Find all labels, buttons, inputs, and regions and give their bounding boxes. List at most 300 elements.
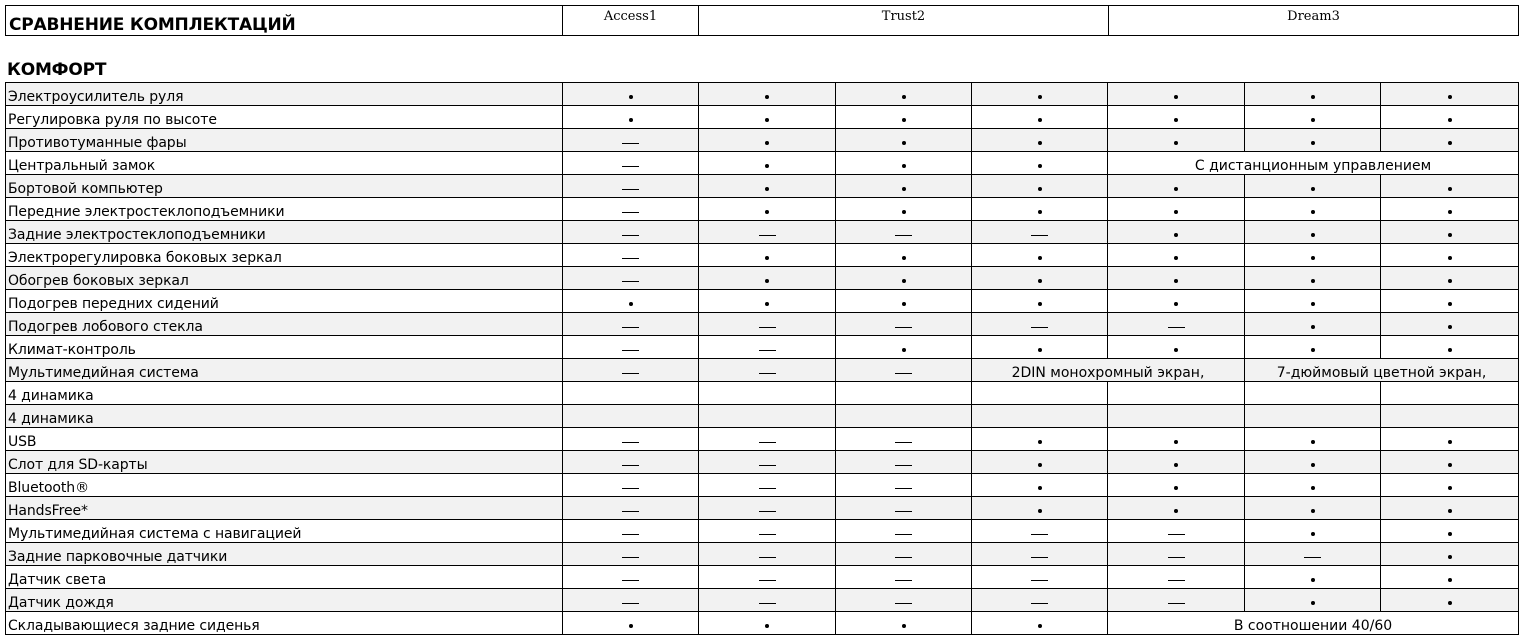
table-row bbox=[6, 221, 1519, 244]
feature-value-cell bbox=[972, 405, 1108, 428]
feature-label: Подогрев передних сидений bbox=[6, 290, 563, 313]
included-dot-icon bbox=[1038, 118, 1042, 122]
table-row bbox=[6, 198, 1519, 221]
feature-value-cell bbox=[563, 313, 699, 336]
feature-value-cell bbox=[1381, 566, 1519, 589]
feature-value-cell bbox=[836, 474, 972, 497]
feature-value-cell bbox=[563, 497, 699, 520]
not-available-dash-icon bbox=[895, 465, 912, 466]
feature-value-cell bbox=[699, 497, 836, 520]
feature-value-cell bbox=[836, 405, 972, 428]
feature-value-cell bbox=[699, 313, 836, 336]
header-row bbox=[6, 6, 1519, 36]
feature-value-cell bbox=[836, 244, 972, 267]
included-dot-icon bbox=[902, 164, 906, 168]
included-dot-icon bbox=[1448, 279, 1452, 283]
package-dream-header: Dream3 bbox=[1109, 6, 1519, 36]
feature-value-cell bbox=[563, 244, 699, 267]
table-row bbox=[6, 520, 1519, 543]
feature-value-cell bbox=[699, 152, 836, 175]
feature-value-cell bbox=[1245, 474, 1381, 497]
included-dot-icon bbox=[1038, 95, 1042, 99]
feature-value-cell bbox=[563, 221, 699, 244]
included-dot-icon bbox=[1311, 302, 1315, 306]
included-dot-icon bbox=[1448, 118, 1452, 122]
feature-value-text: С дистанционным управлением bbox=[1108, 152, 1519, 175]
included-dot-icon bbox=[1174, 187, 1178, 191]
feature-value-cell bbox=[563, 267, 699, 290]
not-available-dash-icon bbox=[1168, 534, 1185, 535]
feature-value-cell bbox=[563, 382, 699, 405]
feature-value-cell bbox=[563, 612, 699, 635]
included-dot-icon bbox=[1311, 233, 1315, 237]
feature-value-cell bbox=[699, 336, 836, 359]
feature-value-cell bbox=[1381, 405, 1519, 428]
included-dot-icon bbox=[1311, 256, 1315, 260]
feature-value-cell bbox=[836, 152, 972, 175]
not-available-dash-icon bbox=[622, 281, 639, 282]
not-available-dash-icon bbox=[622, 350, 639, 351]
feature-value-cell bbox=[972, 428, 1108, 451]
included-dot-icon bbox=[1448, 210, 1452, 214]
feature-value-cell bbox=[836, 428, 972, 451]
included-dot-icon bbox=[629, 118, 633, 122]
feature-value-cell bbox=[699, 290, 836, 313]
included-dot-icon bbox=[1448, 509, 1452, 513]
feature-value-cell bbox=[699, 474, 836, 497]
feature-value-cell bbox=[836, 543, 972, 566]
feature-value-cell bbox=[1381, 221, 1519, 244]
feature-value-cell bbox=[1381, 244, 1519, 267]
feature-label: Складывающиеся задние сиденья bbox=[6, 612, 563, 635]
feature-value-cell bbox=[836, 359, 972, 382]
feature-value-text: В соотношении 40/60 bbox=[1108, 612, 1519, 635]
feature-value-cell bbox=[972, 152, 1108, 175]
included-dot-icon bbox=[1038, 440, 1042, 444]
feature-value-cell bbox=[972, 221, 1108, 244]
package-access-header: Access1 bbox=[563, 6, 699, 36]
feature-value-cell bbox=[1245, 175, 1381, 198]
table-row bbox=[6, 129, 1519, 152]
included-dot-icon bbox=[1448, 440, 1452, 444]
not-available-dash-icon bbox=[1168, 557, 1185, 558]
included-dot-icon bbox=[1038, 463, 1042, 467]
feature-value-cell bbox=[972, 589, 1108, 612]
feature-value-cell bbox=[699, 405, 836, 428]
feature-value-cell bbox=[972, 543, 1108, 566]
included-dot-icon bbox=[1311, 348, 1315, 352]
feature-label: Датчик света bbox=[6, 566, 563, 589]
included-dot-icon bbox=[1038, 486, 1042, 490]
feature-label: Электрорегулировка боковых зеркал bbox=[6, 244, 563, 267]
feature-label: Задние электростеклоподъемники bbox=[6, 221, 563, 244]
feature-label: Подогрев лобового стекла bbox=[6, 313, 563, 336]
comparison-table bbox=[5, 82, 1519, 635]
included-dot-icon bbox=[1174, 440, 1178, 444]
feature-value-cell bbox=[836, 451, 972, 474]
feature-label: 4 динамика bbox=[6, 382, 563, 405]
included-dot-icon bbox=[1311, 118, 1315, 122]
feature-label: Bluetooth® bbox=[6, 474, 563, 497]
included-dot-icon bbox=[1448, 348, 1452, 352]
not-available-dash-icon bbox=[1031, 557, 1048, 558]
included-dot-icon bbox=[1038, 302, 1042, 306]
feature-value-cell bbox=[1381, 290, 1519, 313]
included-dot-icon bbox=[1448, 187, 1452, 191]
not-available-dash-icon bbox=[895, 488, 912, 489]
feature-value-cell bbox=[836, 221, 972, 244]
feature-value-cell bbox=[1245, 313, 1381, 336]
feature-value-cell bbox=[1108, 290, 1245, 313]
not-available-dash-icon bbox=[622, 465, 639, 466]
table-row bbox=[6, 267, 1519, 290]
feature-value-cell bbox=[836, 267, 972, 290]
included-dot-icon bbox=[765, 256, 769, 260]
feature-value-cell bbox=[699, 451, 836, 474]
feature-value-cell bbox=[972, 83, 1108, 106]
included-dot-icon bbox=[765, 164, 769, 168]
not-available-dash-icon bbox=[895, 557, 912, 558]
feature-value-cell bbox=[836, 382, 972, 405]
included-dot-icon bbox=[765, 210, 769, 214]
included-dot-icon bbox=[765, 279, 769, 283]
not-available-dash-icon bbox=[759, 557, 776, 558]
feature-value-cell bbox=[1245, 428, 1381, 451]
feature-value-cell bbox=[1108, 106, 1245, 129]
included-dot-icon bbox=[1311, 325, 1315, 329]
not-available-dash-icon bbox=[1168, 580, 1185, 581]
feature-label: Датчик дождя bbox=[6, 589, 563, 612]
included-dot-icon bbox=[902, 256, 906, 260]
feature-value-cell bbox=[1381, 589, 1519, 612]
feature-value-cell bbox=[972, 497, 1108, 520]
included-dot-icon bbox=[1448, 463, 1452, 467]
included-dot-icon bbox=[765, 624, 769, 628]
not-available-dash-icon bbox=[622, 603, 639, 604]
feature-value-cell bbox=[836, 589, 972, 612]
feature-value-cell bbox=[1245, 497, 1381, 520]
feature-value-cell bbox=[1108, 267, 1245, 290]
included-dot-icon bbox=[902, 187, 906, 191]
included-dot-icon bbox=[629, 624, 633, 628]
feature-value-cell bbox=[1245, 405, 1381, 428]
included-dot-icon bbox=[1038, 509, 1042, 513]
feature-value-cell bbox=[699, 589, 836, 612]
feature-value-cell bbox=[563, 129, 699, 152]
not-available-dash-icon bbox=[759, 580, 776, 581]
feature-label: Задние парковочные датчики bbox=[6, 543, 563, 566]
not-available-dash-icon bbox=[759, 350, 776, 351]
feature-value-cell bbox=[1108, 520, 1245, 543]
table-row bbox=[6, 497, 1519, 520]
included-dot-icon bbox=[1174, 463, 1178, 467]
feature-label: HandsFree* bbox=[6, 497, 563, 520]
feature-label: Климат-контроль bbox=[6, 336, 563, 359]
feature-label: Обогрев боковых зеркал bbox=[6, 267, 563, 290]
feature-value-cell bbox=[1381, 267, 1519, 290]
feature-value-cell bbox=[699, 520, 836, 543]
included-dot-icon bbox=[1311, 463, 1315, 467]
included-dot-icon bbox=[1448, 256, 1452, 260]
feature-value-cell bbox=[1245, 221, 1381, 244]
feature-value-cell bbox=[699, 359, 836, 382]
feature-value-cell bbox=[699, 244, 836, 267]
included-dot-icon bbox=[1448, 233, 1452, 237]
included-dot-icon bbox=[1038, 164, 1042, 168]
feature-value-cell bbox=[1381, 428, 1519, 451]
included-dot-icon bbox=[1038, 624, 1042, 628]
not-available-dash-icon bbox=[1031, 235, 1048, 236]
table-row bbox=[6, 290, 1519, 313]
feature-label: Электроусилитель руля bbox=[6, 83, 563, 106]
feature-value-cell bbox=[1108, 451, 1245, 474]
included-dot-icon bbox=[1174, 302, 1178, 306]
feature-value-cell bbox=[699, 175, 836, 198]
not-available-dash-icon bbox=[1031, 603, 1048, 604]
included-dot-icon bbox=[902, 348, 906, 352]
feature-value-cell bbox=[1381, 336, 1519, 359]
not-available-dash-icon bbox=[895, 534, 912, 535]
not-available-dash-icon bbox=[1031, 534, 1048, 535]
included-dot-icon bbox=[765, 141, 769, 145]
feature-value-cell bbox=[699, 198, 836, 221]
feature-label: Мультимедийная система bbox=[6, 359, 563, 382]
feature-value-cell bbox=[1381, 129, 1519, 152]
included-dot-icon bbox=[1174, 233, 1178, 237]
feature-value-cell bbox=[563, 290, 699, 313]
feature-value-cell bbox=[563, 474, 699, 497]
included-dot-icon bbox=[1174, 210, 1178, 214]
feature-value-cell bbox=[972, 106, 1108, 129]
feature-value-cell bbox=[699, 267, 836, 290]
document-title: СРАВНЕНИЕ КОМПЛЕКТАЦИЙ bbox=[6, 6, 563, 36]
feature-value-cell bbox=[972, 474, 1108, 497]
included-dot-icon bbox=[1174, 256, 1178, 260]
feature-value-cell bbox=[836, 566, 972, 589]
table-row bbox=[6, 474, 1519, 497]
not-available-dash-icon bbox=[622, 557, 639, 558]
feature-value-cell bbox=[972, 267, 1108, 290]
included-dot-icon bbox=[1038, 256, 1042, 260]
not-available-dash-icon bbox=[759, 442, 776, 443]
feature-value-cell bbox=[1108, 497, 1245, 520]
feature-label: Мультимедийная система с навигацией bbox=[6, 520, 563, 543]
feature-value-cell bbox=[563, 336, 699, 359]
feature-value-cell bbox=[563, 198, 699, 221]
included-dot-icon bbox=[902, 141, 906, 145]
not-available-dash-icon bbox=[895, 442, 912, 443]
included-dot-icon bbox=[1311, 440, 1315, 444]
feature-value-cell bbox=[1108, 566, 1245, 589]
feature-value-cell bbox=[972, 566, 1108, 589]
feature-value-cell bbox=[1381, 106, 1519, 129]
included-dot-icon bbox=[1174, 509, 1178, 513]
not-available-dash-icon bbox=[1168, 327, 1185, 328]
not-available-dash-icon bbox=[1031, 327, 1048, 328]
comparison-table-body bbox=[6, 83, 1519, 635]
not-available-dash-icon bbox=[622, 143, 639, 144]
feature-value-cell bbox=[1245, 589, 1381, 612]
feature-value-cell bbox=[1381, 543, 1519, 566]
included-dot-icon bbox=[1448, 302, 1452, 306]
feature-value-cell bbox=[972, 612, 1108, 635]
not-available-dash-icon bbox=[622, 511, 639, 512]
feature-value-cell bbox=[972, 175, 1108, 198]
feature-value-cell bbox=[1108, 405, 1245, 428]
feature-value-cell bbox=[699, 566, 836, 589]
feature-value-cell bbox=[972, 198, 1108, 221]
included-dot-icon bbox=[902, 118, 906, 122]
feature-value-cell bbox=[1245, 520, 1381, 543]
included-dot-icon bbox=[1174, 95, 1178, 99]
feature-value-cell bbox=[836, 313, 972, 336]
feature-value-cell bbox=[1245, 244, 1381, 267]
feature-label: Слот для SD-карты bbox=[6, 451, 563, 474]
feature-value-cell bbox=[563, 359, 699, 382]
feature-value-cell bbox=[1381, 313, 1519, 336]
feature-label: Передние электростеклоподъемники bbox=[6, 198, 563, 221]
feature-value-cell bbox=[563, 451, 699, 474]
feature-value-cell bbox=[1108, 474, 1245, 497]
table-row bbox=[6, 83, 1519, 106]
feature-value-cell bbox=[1245, 106, 1381, 129]
not-available-dash-icon bbox=[759, 488, 776, 489]
included-dot-icon bbox=[1038, 187, 1042, 191]
feature-value-cell bbox=[972, 451, 1108, 474]
included-dot-icon bbox=[1038, 141, 1042, 145]
feature-value-cell bbox=[972, 313, 1108, 336]
feature-value-cell bbox=[1108, 244, 1245, 267]
included-dot-icon bbox=[902, 279, 906, 283]
included-dot-icon bbox=[1448, 532, 1452, 536]
not-available-dash-icon bbox=[622, 488, 639, 489]
feature-value-cell bbox=[1108, 221, 1245, 244]
not-available-dash-icon bbox=[622, 580, 639, 581]
feature-value-cell bbox=[699, 382, 836, 405]
feature-value-cell bbox=[1108, 313, 1245, 336]
feature-value-cell bbox=[1381, 451, 1519, 474]
table-row bbox=[6, 543, 1519, 566]
included-dot-icon bbox=[629, 302, 633, 306]
table-row bbox=[6, 566, 1519, 589]
feature-value-cell bbox=[1108, 382, 1245, 405]
not-available-dash-icon bbox=[759, 373, 776, 374]
included-dot-icon bbox=[1448, 578, 1452, 582]
feature-value-cell bbox=[1381, 83, 1519, 106]
feature-value-cell bbox=[1381, 497, 1519, 520]
feature-value-cell bbox=[1245, 267, 1381, 290]
feature-label: Регулировка руля по высоте bbox=[6, 106, 563, 129]
table-row bbox=[6, 359, 1519, 382]
feature-value-cell bbox=[1245, 336, 1381, 359]
included-dot-icon bbox=[1038, 348, 1042, 352]
not-available-dash-icon bbox=[895, 235, 912, 236]
not-available-dash-icon bbox=[622, 534, 639, 535]
not-available-dash-icon bbox=[622, 327, 639, 328]
feature-value-cell bbox=[836, 497, 972, 520]
feature-value-cell bbox=[1108, 336, 1245, 359]
included-dot-icon bbox=[765, 95, 769, 99]
feature-value-cell bbox=[972, 520, 1108, 543]
included-dot-icon bbox=[1448, 95, 1452, 99]
included-dot-icon bbox=[1174, 141, 1178, 145]
not-available-dash-icon bbox=[895, 373, 912, 374]
feature-value-cell bbox=[1108, 428, 1245, 451]
included-dot-icon bbox=[629, 95, 633, 99]
included-dot-icon bbox=[1311, 601, 1315, 605]
feature-value-cell bbox=[699, 129, 836, 152]
feature-value-cell bbox=[563, 83, 699, 106]
feature-value-cell bbox=[1245, 382, 1381, 405]
included-dot-icon bbox=[1448, 601, 1452, 605]
header-table bbox=[5, 5, 1519, 36]
table-row bbox=[6, 451, 1519, 474]
included-dot-icon bbox=[902, 210, 906, 214]
feature-value-cell bbox=[1245, 451, 1381, 474]
included-dot-icon bbox=[1174, 348, 1178, 352]
feature-value-cell bbox=[1108, 543, 1245, 566]
included-dot-icon bbox=[1174, 118, 1178, 122]
included-dot-icon bbox=[765, 118, 769, 122]
feature-value-cell bbox=[972, 336, 1108, 359]
not-available-dash-icon bbox=[895, 603, 912, 604]
feature-value-cell bbox=[563, 405, 699, 428]
feature-value-cell bbox=[1108, 83, 1245, 106]
included-dot-icon bbox=[1038, 210, 1042, 214]
feature-value-cell bbox=[1245, 129, 1381, 152]
feature-value-cell bbox=[972, 129, 1108, 152]
feature-value-cell bbox=[836, 106, 972, 129]
feature-value-cell bbox=[563, 566, 699, 589]
feature-label: Противотуманные фары bbox=[6, 129, 563, 152]
not-available-dash-icon bbox=[1304, 557, 1321, 558]
included-dot-icon bbox=[1311, 532, 1315, 536]
included-dot-icon bbox=[1311, 210, 1315, 214]
not-available-dash-icon bbox=[895, 511, 912, 512]
not-available-dash-icon bbox=[622, 235, 639, 236]
not-available-dash-icon bbox=[759, 465, 776, 466]
table-row bbox=[6, 612, 1519, 635]
feature-value-cell bbox=[836, 83, 972, 106]
feature-value-cell bbox=[1381, 474, 1519, 497]
included-dot-icon bbox=[1174, 486, 1178, 490]
included-dot-icon bbox=[1038, 279, 1042, 283]
included-dot-icon bbox=[1311, 578, 1315, 582]
included-dot-icon bbox=[765, 302, 769, 306]
feature-value-cell bbox=[1108, 589, 1245, 612]
not-available-dash-icon bbox=[622, 212, 639, 213]
feature-value-cell bbox=[699, 106, 836, 129]
feature-value-cell bbox=[836, 612, 972, 635]
not-available-dash-icon bbox=[622, 258, 639, 259]
feature-value-cell bbox=[1381, 175, 1519, 198]
not-available-dash-icon bbox=[759, 235, 776, 236]
not-available-dash-icon bbox=[622, 442, 639, 443]
feature-value-cell bbox=[1108, 129, 1245, 152]
feature-value-cell bbox=[836, 520, 972, 543]
feature-value-cell bbox=[563, 543, 699, 566]
not-available-dash-icon bbox=[759, 534, 776, 535]
feature-label: USB bbox=[6, 428, 563, 451]
table-row bbox=[6, 106, 1519, 129]
included-dot-icon bbox=[1448, 555, 1452, 559]
feature-value-cell bbox=[1245, 566, 1381, 589]
feature-value-cell bbox=[1245, 290, 1381, 313]
feature-value-cell bbox=[563, 520, 699, 543]
included-dot-icon bbox=[1311, 95, 1315, 99]
table-row bbox=[6, 336, 1519, 359]
feature-value-cell bbox=[699, 543, 836, 566]
